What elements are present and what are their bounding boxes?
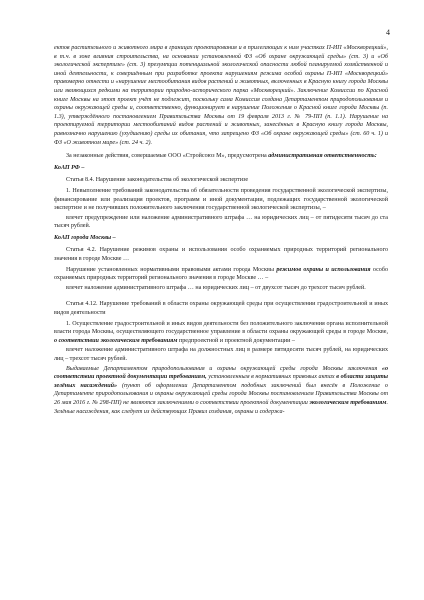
article-8-4-penalty: влечет предупреждение или наложение административного штрафа … на юридических лиц – от пятидесяти тысяч до ста тысяч рублей. — [54, 214, 388, 230]
article-4-12-title: Статья 4.12. Нарушение требований в области охраны окружающей среды при осуществлении градостроительной и иных видов деятельности — [54, 301, 388, 317]
article-4-2-body-a: Нарушение установленных нормативными правовыми актами города Москвы — [66, 266, 277, 273]
closing-paragraph-emphasis-2: в области защиты зелёных насаждений» — [54, 374, 389, 389]
document-body — [54, 44, 388, 417]
article-4-12-penalty: влечет наложение административного штрафа на должностных лиц в размере пятидесяти тысяч рублей, на юридических лиц – трехсот тысяч рублей. — [54, 347, 388, 362]
article-4-2-body-emphasis: режимов охраны и использования — [276, 266, 371, 273]
quoted-conclusion-text: ектов растительного и животного мира в границах проектирования и в прилегающих к ним участках П-ИП «Москворецкий», в т.ч. в зоне влияния строительства, на основании установленной ФЗ «Об охране окружающей среды» (ст. 3) и «Об экологической экспертизе» (ст. 3) презумпции потенциальной экологической опасности любой планируемой хозяйственной и иной деятельности, к совершённым при разработке проекта нарушениям режима особой охраны П-ИП «Москворецкий» правомерно отнести и «нарушение местообитания видов растений и животных, включенных в Красную книгу города Москвы или являющихся редкими на территории природно-исторического парка «Москворецкий». Заключение Комиссии по Красной книге Москвы на этот проект учёт не подлежит, поскольку сама Комиссия создана Департаментом природопользования и охраны окружающей среды и, соответственно, функционирует в нарушение Положения о Красной книге города Москвы (п. 1.3), утверждённого постановлением Правительства Москвы от 19 февраля 2013 г. № 79-ПП (п. 1.1). Нарушение на проектируемой территории местообитаний видов растений и животных, занесённых в Красную книгу города Москвы, равнозначно нарушению (ухудшению) среды их обитания, что запрещено ФЗ «Об охране окружающей среды» (ст. 60 ч. 1) и ФЗ «О животном мире» (ст. 24 ч. 2). — [54, 45, 388, 146]
closing-paragraph-a: Выдаваемые Департаментом природопользования и охраны окружающей среды города Москвы заключения — [66, 365, 382, 372]
article-4-12-body-emphasis: о соответствии экологическим требованиям — [54, 337, 178, 344]
article-8-4-body: 1. Невыполнение требований законодательства об обязательности проведения государственной экологической экспертизы, финансирование или реализация проектов, программ и иной документации, подлежащих государственной экологической экспертизе и не получивших положительного заключения государственной экологической экспертизы, – — [54, 187, 388, 212]
article-4-2-body-b: особо охраняемых природных территорий регионального значения в городе Москве … – — [54, 266, 388, 282]
violations-intro — [54, 152, 388, 161]
page-number: 4 — [386, 28, 390, 37]
article-4-2-penalty: влечет наложение административного штрафа … на юридических лиц – от двухсот тысяч до трехсот тысяч рублей. — [66, 284, 366, 291]
article-8-4-title: Статья 8.4. Нарушение законодательства об экологической экспертизе — [66, 177, 249, 184]
article-4-12-body-a: 1. Осуществление градостроительной и иных видов деятельности без положительного заключения органа исполнительной власти города Москвы, осуществляющего государственное управление в области охраны окружающей среды в городе Москве, — [54, 320, 388, 336]
closing-paragraph-d: . Зелёные насаждения, как следует из действующих Правил создания, охраны и содержа- — [54, 399, 389, 415]
closing-paragraph-b: установленным в нормативных правовых актах — [206, 374, 337, 381]
article-4-2-title: Статья 4.2. Нарушение режимов охраны и использования особо охраняемых природных территорий регионального значения в городе Москве … — [54, 247, 388, 263]
closing-paragraph — [54, 365, 388, 417]
closing-paragraph-c: (пункт об оформлении Департаментом подобных заключений был внесён в Положение о Департаменте природопользования и охраны окружающей среды города Москвы постановлением Правительства Москвы от 26 мая 2016 г. № 298-ПП) не являются заключениями о соответствии проектной документации — [54, 382, 388, 406]
code-heading-koap-moscow: КоАП города Москвы – — [54, 234, 116, 241]
violations-intro-text: За незаконные действия, совершаемые ООО «Стройсоюз М», предусмотрена — [66, 153, 269, 160]
quoted-conclusion-block — [54, 44, 388, 147]
violations-intro-emphasis: административная ответственность: — [268, 153, 377, 160]
article-4-12-body — [54, 320, 388, 346]
article-4-12-body-b: предпроектной и проектной документации – — [177, 337, 295, 344]
code-heading-koap-rf: КоАП РФ – — [54, 164, 85, 171]
closing-paragraph-emphasis-3: экологическим требованиям — [309, 399, 387, 406]
article-4-2-body — [54, 266, 388, 283]
closing-paragraph-emphasis-1: «о соответствии проектной документации требованиям, — [54, 365, 388, 381]
